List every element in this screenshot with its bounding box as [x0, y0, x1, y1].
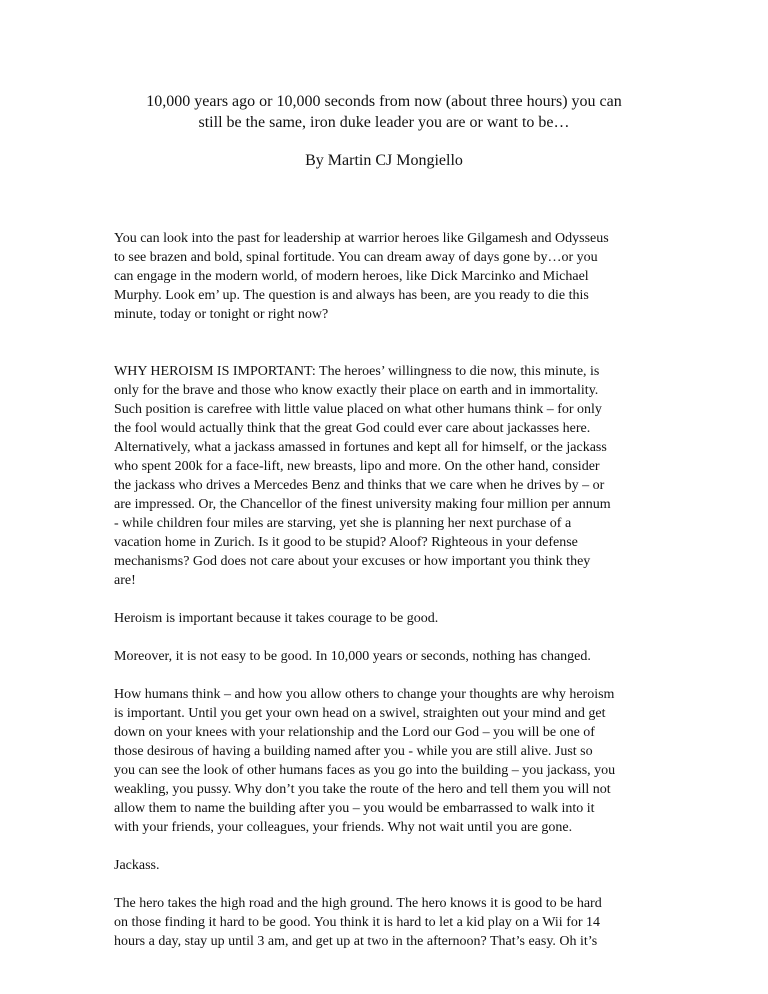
text-line: minute, today or tonight or right now? — [114, 307, 329, 322]
paragraph-courage — [114, 609, 674, 628]
text-line: to see brazen and bold, spinal fortitude. You can dream away of days gone by…or you — [114, 250, 598, 265]
text-line: only for the brave and those who know exactly their place on earth and in immortality. — [114, 383, 599, 398]
text-line: WHY HEROISM IS IMPORTANT: The heroes’ willingness to die now, this minute, is — [114, 364, 600, 379]
text-line: the fool would actually think that the great God could ever care about jackasses here. — [114, 421, 591, 436]
text-line: vacation home in Zurich. Is it good to be stupid? Aloof? Righteous in your defense — [114, 535, 578, 550]
title-line: 10,000 years ago or 10,000 seconds from now (about three hours) you can — [146, 93, 622, 110]
text-line: the jackass who drives a Mercedes Benz and thinks that we care when he drives by – or — [114, 478, 605, 493]
paragraph-not-easy — [114, 647, 674, 666]
text-line: are! — [114, 573, 136, 588]
paragraph-jackass — [114, 856, 674, 875]
paragraph-spacer — [114, 628, 674, 647]
byline: By Martin CJ Mongiello — [305, 152, 463, 169]
paragraph-spacer — [114, 324, 674, 362]
text-line: Such position is carefree with little value placed on what other humans think – for only — [114, 402, 602, 417]
paragraph-intro — [114, 229, 674, 324]
text-line: hours a day, stay up until 3 am, and get up at two in the afternoon? That’s easy. Oh it’s — [114, 934, 598, 949]
paragraph-spacer — [114, 590, 674, 609]
text-line: on those finding it hard to be good. You think it is hard to let a kid play on a Wii for 14 — [114, 915, 601, 930]
text-line: How humans think – and how you allow others to change your thoughts are why heroism — [114, 687, 615, 702]
text-line: those desirous of having a building named after you - while you are still alive. Just so — [114, 744, 593, 759]
text-line: down on your knees with your relationship and the Lord our God – you will be one of — [114, 725, 595, 740]
text-line: are impressed. Or, the Chancellor of the finest university making four million per annum — [114, 497, 611, 512]
document-title — [100, 91, 668, 133]
text-line: Murphy. Look em’ up. The question is and always has been, are you ready to die this — [114, 288, 589, 303]
text-line: Moreover, it is not easy to be good. In 10,000 years or seconds, nothing has changed. — [114, 649, 591, 664]
document-body — [114, 229, 674, 951]
paragraph-spacer — [114, 875, 674, 894]
paragraph-spacer — [114, 837, 674, 856]
text-line: you can see the look of other humans faces as you go into the building – you jackass, you — [114, 763, 616, 778]
text-line: with your friends, your colleagues, your friends. Why not wait until you are gone. — [114, 820, 573, 835]
text-line: The hero takes the high road and the high ground. The hero knows it is good to be hard — [114, 896, 602, 911]
text-line: is important. Until you get your own head on a swivel, straighten out your mind and get — [114, 706, 606, 721]
title-line: still be the same, iron duke leader you are or want to be… — [198, 114, 570, 131]
text-line: mechanisms? God does not care about your excuses or how important you think they — [114, 554, 591, 569]
text-line: allow them to name the building after you – you would be embarrassed to walk into it — [114, 801, 595, 816]
paragraph-why-heroism — [114, 362, 674, 590]
text-line: who spent 200k for a face-lift, new breasts, lipo and more. On the other hand, consider — [114, 459, 600, 474]
text-line: weakling, you pussy. Why don’t you take the route of the hero and tell them you will not — [114, 782, 611, 797]
paragraph-high-road — [114, 894, 674, 951]
text-line: You can look into the past for leadership at warrior heroes like Gilgamesh and Odysseus — [114, 231, 609, 246]
paragraph-how-humans-think — [114, 685, 674, 837]
paragraph-spacer — [114, 666, 674, 685]
text-line: Heroism is important because it takes courage to be good. — [114, 611, 439, 626]
text-line: Alternatively, what a jackass amassed in fortunes and kept all for himself, or the jackass — [114, 440, 607, 455]
text-line: can engage in the modern world, of modern heroes, like Dick Marcinko and Michael — [114, 269, 589, 284]
text-line: Jackass. — [114, 858, 160, 873]
text-line: - while children four miles are starving, yet she is planning her next purchase of a — [114, 516, 572, 531]
